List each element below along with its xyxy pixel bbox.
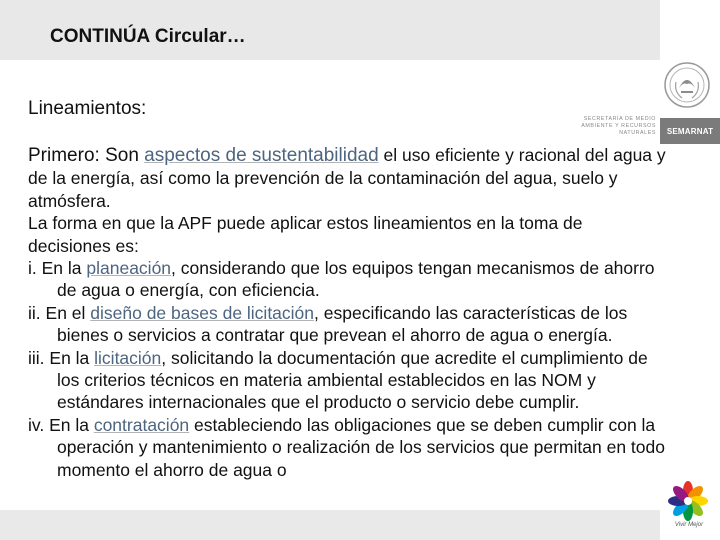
list-item: iv. En la contratación estableciendo las obligaciones que se deben cumplir con la operación y mantenimiento o realización de los servicios que permitan en todo momento el ahorro de agua o: [28, 414, 665, 480]
list-item: ii. En el diseño de bases de licitación, especificando las características de los bienes o servicios a contratar que prevean el ahorro de agua o energía.: [28, 302, 628, 346]
key-term: aspectos de sustentabilidad: [144, 145, 379, 166]
slogan: Vivir Mejor: [674, 522, 704, 528]
key-term: diseño de bases de licitación: [90, 302, 315, 323]
body-text: [28, 144, 668, 481]
vivir-mejor-flower-icon: [667, 480, 709, 522]
list-item: iii. En la licitación, solicitando la documentación que acredite el cumplimiento de los criterios técnicos en materia ambiental establecidos en las NOM y estándares internacionales que el producto o servicio debe cumplir.: [28, 347, 648, 413]
primero-paragraph: Primero: Son aspectos de sustentabilidad el uso eficiente y racional del agua y de la energía, así como la prevención de la contaminación del agua, suelo y atmósfera.: [28, 145, 666, 211]
primero-label: Primero:: [28, 145, 100, 166]
slide-title: CONTINÚA Circular…: [50, 26, 246, 47]
key-term: planeación: [86, 258, 172, 279]
mexico-seal-icon: [662, 58, 712, 116]
primero-text: el uso eficiente y racional del agua y de la energía, así como la prevención de la contaminación del agua, suelo y atmósfera.: [28, 145, 666, 211]
semarnat-badge: SEMARNAT: [660, 118, 720, 144]
section-label: Lineamientos:: [28, 98, 147, 119]
agency-name: SECRETARÍA DE MEDIO AMBIENTE Y RECURSOS NATURALES: [581, 116, 656, 136]
key-term: contratación: [93, 414, 190, 435]
key-term: licitación: [94, 347, 162, 368]
footer-band: [0, 510, 660, 540]
list-item: i. En la planeación, considerando que los equipos tengan mecanismos de ahorro de agua o energía, con eficiencia.: [28, 258, 655, 301]
apf-paragraph: La forma en que la APF puede aplicar estos lineamientos en la toma de decisiones es:: [28, 213, 583, 256]
